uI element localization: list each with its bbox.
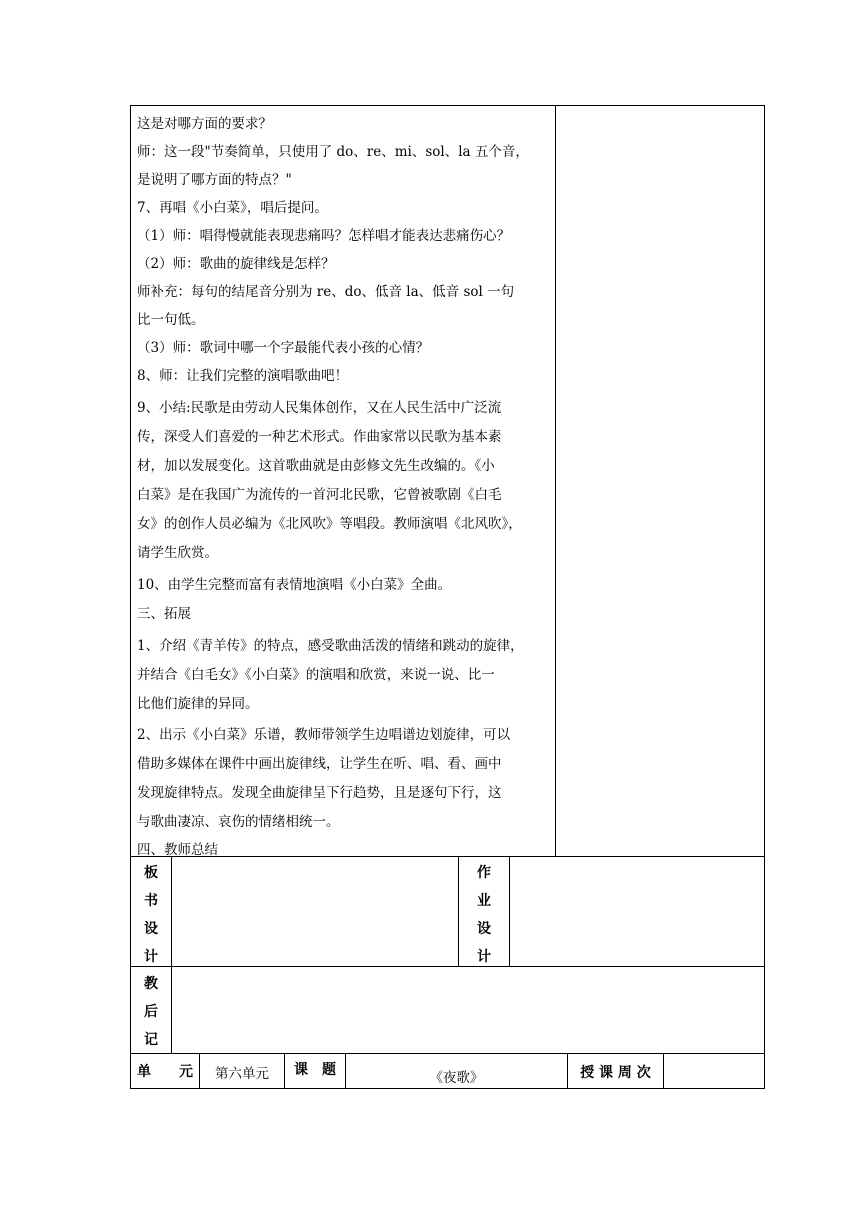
lesson-line: 传，深受人们喜爱的一种艺术形式。作曲家常以民歌为基本素 <box>137 429 502 445</box>
lesson-line: 请学生欣赏。 <box>137 545 218 561</box>
lesson-line: 7、再唱《小白菜》，唱后提问。 <box>137 200 328 216</box>
post-class-notes-label <box>131 970 171 1054</box>
label-char: 记 <box>144 1032 158 1048</box>
label-char: 设 <box>144 921 158 937</box>
lesson-line: 并结合《白毛女》《小白菜》的演唱和欣赏，来说一说、比一 <box>137 667 495 683</box>
lesson-line: 2、出示《小白菜》乐谱，教师带领学生边唱谱边划旋律，可以 <box>137 727 511 743</box>
lesson-line: 材，加以发展变化。这首歌曲就是由彭修文先生改编的。《小 <box>137 458 495 474</box>
lesson-line: 白菜》是在我国广为流传的一首河北民歌，它曾被歌剧《白毛 <box>137 487 502 503</box>
lesson-line: 8、师：让我们完整的演唱歌曲吧！ <box>137 368 349 384</box>
board-design-content[interactable] <box>172 857 458 966</box>
lesson-line: 比一句低。 <box>137 312 205 328</box>
label-char: 作 <box>477 865 491 881</box>
lesson-line: 10、由学生完整而富有表情地演唱《小白菜》全曲。 <box>137 577 452 593</box>
week-label: 授 课 周 次 <box>580 1065 651 1081</box>
lesson-line: 三、拓展 <box>137 606 191 622</box>
lesson-line: 借助多媒体在课件中画出旋律线，让学生在听、唱、看、画中 <box>137 756 502 772</box>
post-class-notes-content[interactable] <box>172 967 764 1053</box>
lesson-line: 师：这一段"节奏简单，只使用了 do、re、mi、sol、la 五个音， <box>137 144 529 160</box>
unit-value: 第六单元 <box>215 1066 269 1082</box>
lesson-line: 比他们旋律的异同。 <box>137 696 259 712</box>
label-char: 教 <box>144 976 158 992</box>
label-char: 设 <box>477 921 491 937</box>
lesson-line: 这是对哪方面的要求？ <box>137 116 272 132</box>
label-char: 后 <box>144 1004 158 1020</box>
homework-design-label <box>459 859 509 971</box>
topic-value: 《夜歌》 <box>429 1070 484 1086</box>
lesson-line: 9、小结:民歌是由劳动人民集体创作，又在人民生活中广泛流 <box>137 400 502 416</box>
topic-label: 课 题 <box>294 1062 336 1078</box>
homework-design-content[interactable] <box>510 857 764 966</box>
lesson-line: 发现旋律特点。发现全曲旋律呈下行趋势，且是逐句下行，这 <box>137 785 502 801</box>
lesson-line: 是说明了哪方面的特点？" <box>137 172 292 188</box>
unit-label: 单 元 <box>137 1064 193 1080</box>
lesson-line: （2）师：歌曲的旋律线是怎样？ <box>137 256 335 272</box>
lesson-line: 与歌曲凄凉、哀伤的情绪相统一。 <box>137 814 340 830</box>
lesson-line: 女》的创作人员必编为《北风吹》等唱段。教师演唱《北风吹》， <box>137 516 522 532</box>
lesson-line: （1）师：唱得慢就能表现悲痛吗？怎样唱才能表达悲痛伤心？ <box>137 228 511 244</box>
label-char: 业 <box>477 893 491 909</box>
label-char: 板 <box>144 865 158 881</box>
label-char: 计 <box>477 949 491 965</box>
lesson-line: 1、介绍《青羊传》的特点，感受歌曲活泼的情绪和跳动的旋律， <box>137 638 524 654</box>
label-char: 计 <box>144 949 158 965</box>
lesson-line: 师补充：每句的结尾音分别为 re、do、低音 la、低音 sol 一句 <box>137 284 515 300</box>
board-design-label <box>131 859 171 971</box>
lesson-line: 四、教师总结 <box>137 842 218 858</box>
label-char: 书 <box>144 893 158 909</box>
lesson-line: （3）师：歌词中哪一个字最能代表小孩的心情？ <box>137 340 430 356</box>
